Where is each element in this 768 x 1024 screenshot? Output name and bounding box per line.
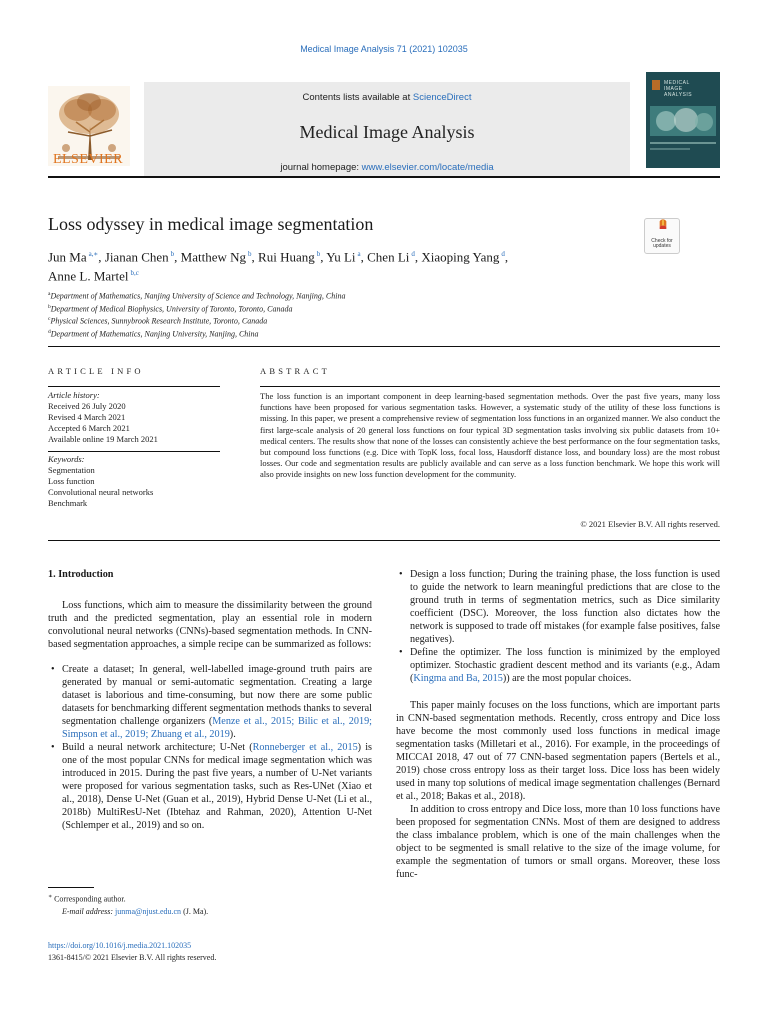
affiliation-item [48, 327, 648, 340]
right-bullet-list [396, 568, 720, 685]
affiliation-item [48, 289, 648, 302]
keyword: Loss function [48, 476, 95, 486]
author-affiliation-mark[interactable]: a [357, 250, 361, 258]
author-name[interactable]: Anne L. Martel [48, 268, 129, 284]
list-item [396, 646, 720, 685]
keyword: Segmentation [48, 465, 95, 475]
affiliation-text: Physical Sciences, Sunnybrook Research Institute, Toronto, Canada [50, 316, 268, 326]
author-separator: , [414, 249, 422, 265]
author-separator: , [174, 249, 181, 265]
affiliation-rule [48, 346, 720, 347]
journal-banner [144, 82, 630, 176]
article-info-rule [48, 386, 220, 387]
author-affiliation-mark[interactable]: d [411, 250, 415, 258]
author-affiliation-mark[interactable]: b [248, 250, 252, 258]
bullet-text: Build a neural network architecture; U-Net ( [62, 742, 253, 753]
list-item [48, 741, 372, 832]
bullet-text: Design a loss function; During the training phase, the loss function is used to guide the network to learn meaningful predictions that are close to the ground truth in terms of segmentation metrics, such as Dice similarity coefficient (DSC). Moreover, the loss function also dictates how the network is supposed to trade off mistakes (for example false positives, false negatives). [410, 569, 720, 645]
author-name[interactable]: Chen Li [367, 249, 410, 265]
journal-cover[interactable] [646, 72, 720, 168]
abstract-bottom-rule [48, 540, 720, 541]
history-date: Accepted 6 March 2021 [48, 423, 130, 433]
left-bullet-list [48, 663, 372, 832]
abstract-copyright: © 2021 Elsevier B.V. All rights reserved. [580, 519, 720, 529]
citation-link[interactable]: Menze et al., 2015; Bilic et al., 2019; Simpson et al., 2019; Zhuang et al., 2019 [62, 716, 372, 740]
history-date: Available online 19 March 2021 [48, 434, 158, 444]
email-label: E-mail address: [62, 906, 116, 916]
body-paragraph: This paper mainly focuses on the loss functions, which are important parts in CNN-based segmentation methods. Recently, cross entropy and Dice loss have become the most commonly used loss functions in medical image segmentation tasks (Milletari et al., 2016). For example, in the proceedings of MICCAI 2018, 47 out of 77 CNN-based segmentation papers (Bertels et al., 2019) chose cross entropy loss as their target loss. Dice loss has been widely used in many top solutions of medical image segmentation challenges (Bernard et al., 2018; Bakas et al., 2018). [396, 700, 720, 802]
homepage-link[interactable]: www.elsevier.com/locate/media [361, 162, 494, 173]
affiliation-key: d [48, 328, 51, 335]
history-date: Revised 4 March 2021 [48, 412, 126, 422]
footnote-rule [48, 887, 94, 888]
author-name[interactable]: Rui Huang [258, 249, 315, 265]
doi-block [48, 940, 216, 964]
author-affiliation-mark[interactable]: b [170, 250, 175, 258]
author-name[interactable]: Jianan Chen [104, 249, 169, 265]
check-updates-icon [645, 219, 681, 239]
corresponding-author-note [48, 891, 378, 906]
affiliation-text: Department of Mathematics, Nanjing University of Science and Technology, Nanjing, China [50, 291, 346, 301]
bullet-text-end: ). [229, 729, 236, 740]
journal-citation[interactable]: Medical Image Analysis 71 (2021) 102035 [300, 44, 468, 54]
author-affiliation-mark[interactable]: b [316, 250, 321, 258]
issn-line: 1361-8415/© 2021 Elsevier B.V. All rights reserved. [48, 953, 217, 962]
email-note [48, 906, 378, 918]
check-for-updates-badge[interactable] [644, 218, 680, 254]
list-item [396, 568, 720, 646]
affiliation-text: Department of Medical Biophysics, University of Toronto, Toronto, Canada [50, 304, 293, 314]
affiliation-text: Department of Mathematics, Nanjing University, Nanjing, China [50, 329, 259, 339]
affiliation-item [48, 302, 648, 315]
badge-label: Check for updates [651, 238, 673, 249]
article-history [48, 390, 220, 445]
author-name[interactable]: Xiaoping Yang [421, 249, 500, 265]
keyword: Convolutional neural networks [48, 487, 154, 497]
author-separator: , [320, 249, 327, 265]
journal-title: Medical Image Analysis [299, 122, 475, 142]
history-label: Article history: [48, 390, 100, 400]
keywords [48, 454, 220, 509]
author-name[interactable]: Matthew Ng [180, 249, 247, 265]
email-suffix: (J. Ma). [181, 906, 209, 916]
affiliations [48, 289, 648, 340]
masthead [48, 72, 720, 176]
footnote [48, 891, 378, 918]
abstract-heading: ABSTRACT [260, 366, 330, 376]
keywords-rule [48, 451, 220, 452]
doi-link[interactable]: https://doi.org/10.1016/j.media.2021.102035 [48, 941, 192, 950]
citation-link[interactable]: Kingma and Ba, 2015 [413, 673, 503, 684]
contents-prefix: Contents lists available at [302, 92, 413, 103]
author-separator: , [360, 249, 368, 265]
bullet-text: Define the optimizer. The loss function is minimized by the employed optimizer. Stochastic gradient descent method and its variants (e.g., Adam ( [410, 647, 720, 684]
footnote-mark: ∗ [48, 894, 53, 900]
citation-link[interactable]: Ronneberger et al., 2015 [252, 742, 358, 753]
author-affiliation-mark[interactable]: d [501, 250, 505, 258]
bullet-text-end: ) is one of the most popular CNNs for medical image segmentation which was introduced in 2015. During the past five years, a number of U-Net variants were proposed for various segmentation tasks, such as Res-UNet (Xiao et al., 2018), Dense U-Net (Guan et al., 2019), Hybrid Dense U-Net (Li et al., 2018b) MultiResU-Net (Ibtehaz and Rahman, 2020), Attention U-Net (Schlemper et al., 2019) and so on. [62, 742, 373, 831]
sciencedirect-link[interactable]: ScienceDirect [412, 92, 472, 103]
email-link[interactable]: junma@njust.edu.cn [115, 906, 182, 916]
author-affiliation-mark[interactable]: a,∗ [88, 250, 99, 258]
publisher-logo-text: ELSEVIER [52, 152, 124, 167]
cover-title: MEDICAL IMAGE ANALYSIS [664, 80, 693, 98]
affiliation-item [48, 314, 648, 327]
history-date: Received 26 July 2020 [48, 401, 126, 411]
author-name[interactable]: Jun Ma [48, 249, 87, 265]
author-separator: , [98, 249, 105, 265]
author-affiliation-mark[interactable]: b,c [130, 269, 139, 278]
body-paragraph: In addition to cross entropy and Dice loss, more than 10 loss functions have been proposed for segmentation CNNs. Most of them are designed to address the class imbalance problem, which is one of the main challenges when the object to be segmented is small relative to the size of the image volume, for example the segmentation of tumors or small organs. Moreover, these loss func- [396, 804, 720, 880]
affiliation-key: a [48, 291, 51, 297]
abstract-text: The loss function is an important component in deep learning-based segmentation methods. Over the past five years, many loss functions have been proposed for various segmentation tasks. However, a systematic study of the utility of these loss functions is missing. In this paper, we present a comprehensive review of segmentation loss functions in an organized manner. We also conduct the first large-scale analysis of 20 general loss functions on four typical 3D segmentation tasks involving six public datasets from 10+ medical centers. The results show that none of the losses can consistently achieve the best performance on the four segmentation tasks, but compound loss functions (e.g. Dice with TopK loss, focal loss, Hausdorff distance loss, and boundary loss) are the most robust losses. Our code and segmentation results are publicly available and can serve as a loss function benchmark. We hope this work will also provide insights on new loss function development for the community. [260, 391, 720, 480]
paper-title: Loss odyssey in medical image segmentation [48, 214, 374, 234]
bullet-text: Create a dataset; In general, well-labelled image-ground truth pairs are generated by manual or semi-automatic segmentation. Creating a large dataset is laborious and time-consuming, but now there are some public datasets for benchmarking different segmentation methods thanks to several segmentation challenge organizers ( [62, 664, 372, 727]
homepage-prefix: journal homepage: [280, 162, 362, 173]
keyword: Benchmark [48, 498, 88, 508]
author-list [48, 246, 648, 285]
affiliation-key: b [48, 303, 51, 310]
section-heading: 1. Introduction [48, 569, 114, 580]
corresponding-label: Corresponding author. [54, 894, 126, 904]
body-left-column [48, 568, 372, 832]
list-item [48, 663, 372, 741]
header-rule [48, 176, 720, 178]
keywords-label: Keywords: [48, 454, 85, 464]
intro-paragraph: Loss functions, which aim to measure the dissimilarity between the ground truth and the predicted segmentation, play an essential role in modern convolutional neural networks (CNNs)-based segmentation methods. In CNN-based segmentation approaches, a simple recipe can be summarized as follows: [48, 600, 372, 650]
contents-line [144, 92, 630, 103]
abstract-rule [260, 386, 720, 387]
author-separator: , [251, 249, 259, 265]
cover-image [646, 72, 720, 168]
author-separator: , [504, 249, 509, 265]
affiliation-key: c [48, 316, 51, 323]
homepage-line [144, 162, 630, 173]
body-right-column [396, 568, 720, 881]
article-info-heading: ARTICLE INFO [48, 366, 144, 376]
author-name[interactable]: Yu Li [326, 249, 356, 265]
bullet-text-end: )) are the most popular choices. [502, 673, 632, 684]
